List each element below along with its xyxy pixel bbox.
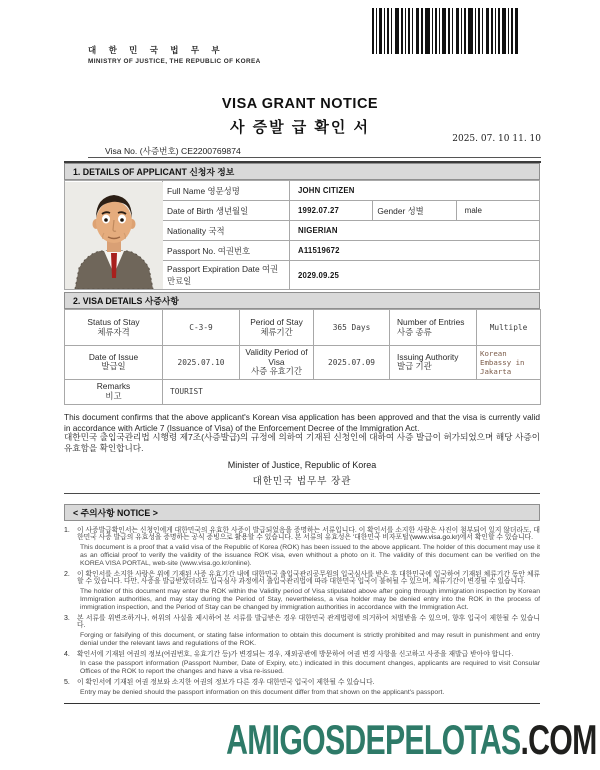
issuing-authority-label-en: Issuing Authority — [397, 351, 459, 362]
notice-item-1 — [64, 527, 540, 568]
passport-expiration-label: Passport Expiration Date 여권만료일 — [163, 261, 290, 290]
issuing-authority-value: Korean Embassy in Jakarta — [477, 346, 541, 380]
issuing-authority-label — [390, 346, 477, 380]
number-of-entries-label-en: Number of Entries — [397, 316, 465, 327]
applicant-photo-cell — [65, 181, 163, 290]
applicant-details-table — [64, 180, 540, 290]
notice-item-english: The holder of this document may enter the ROK within the Validity period of Visa stipulated above after going through immigration inspection by Korean Immigration authorities, and may stay during the Period of Stay, nevertheless, a visa holder may be denied entry into the ROK in the process of immigration inspection, and the Period of Stay can be changed by immigration authorities in accordance with the Immigration Act. — [80, 588, 540, 611]
period-of-stay-value: 365 Days — [314, 310, 390, 346]
notice-item-number: 1. — [64, 526, 70, 534]
period-of-stay-label-en: Period of Stay — [250, 316, 303, 327]
notice-section-heading: < 주의사항 NOTICE > — [64, 504, 540, 521]
remarks-label-en: Remarks — [96, 381, 131, 392]
date-of-birth-label: Date of Birth 생년월일 — [163, 201, 290, 221]
notice-item-4 — [64, 651, 540, 676]
confirmation-text-korean: 대한민국 출입국관리법 시행령 제7조(사증발급)의 규정에 의하여 기재된 신청인에 대하여 사증 발급이 허가되었으며 해당 사증이 유효함을 확인합니다. — [64, 432, 540, 454]
header-divider-thick — [64, 161, 541, 163]
gender-value: male — [456, 201, 539, 221]
notice-item-english: Entry may be denied should the passport information on this document differ from that shown on the applicant's passport. — [80, 688, 445, 696]
validity-period-label-ko: 사증 유효기간 — [251, 366, 302, 377]
visa-number-label: Visa No. (사증번호) — [105, 146, 179, 156]
nationality-value: NIGERIAN — [290, 221, 540, 241]
notice-item-english: This document is a proof that a valid visa of the Republic of Korea (ROK) has been issued to the above applicant. The holder of this document may use it as an official proof to verify the validity of the issuance ROK visa, even whithout a photo on it. The validity of this document can be verified on the KOREA VISA PORTAL, web-site (www.visa.go.kr/online). — [80, 544, 540, 567]
notice-item-english: In case the passport information (Passport Number, Date of Expiry, etc.) indicated in this document changes, applicants are required to visit Consular Offices of the ROK to report the changes and have a visa re-issued. — [80, 660, 540, 676]
passport-number-value: A11519672 — [290, 241, 540, 261]
period-of-stay-label — [240, 310, 314, 346]
status-of-stay-label — [65, 310, 163, 346]
issuing-authority-label-ko: 발급 기관 — [397, 361, 432, 372]
document-title-korean: 사 증발 급 확인 서 — [229, 119, 371, 136]
status-of-stay-value: C-3-9 — [163, 310, 240, 346]
ministry-name-korean: 대 한 민 국 법 무 부 — [88, 45, 225, 55]
status-of-stay-label-ko: 체류자격 — [97, 326, 130, 337]
validity-period-label-en: Validity Period of Visa — [245, 347, 308, 367]
visa-section-heading: 2. VISA DETAILS 사증사항 — [64, 292, 540, 309]
notice-item-number: 3. — [64, 614, 70, 622]
ministry-name-english: MINISTRY OF JUSTICE, THE REPUBLIC OF KOREA — [88, 58, 261, 65]
number-of-entries-value: Multiple — [477, 310, 541, 346]
notice-item-5 — [64, 679, 540, 697]
full-name-value: JOHN CITIZEN — [290, 181, 540, 201]
confirmation-text-english: This document confirms that the above applicant's Korean visa application has been approved and that the visa is currently valid in accordance with Article 7 (Issuance of Visa) of the Enforcement Decree of the Immigration Act. — [64, 411, 540, 433]
document-header — [0, 0, 600, 163]
table-row — [65, 310, 541, 346]
date-of-issue-value: 2025.07.10 — [163, 346, 240, 380]
table-row — [65, 379, 541, 404]
notice-bottom-divider — [64, 703, 540, 704]
barcode-icon — [372, 8, 518, 54]
date-of-birth-value: 1992.07.27 — [290, 201, 373, 221]
signer-korean: 대한민국 법무부 장관 — [252, 475, 352, 487]
gender-label: Gender 성별 — [373, 201, 456, 221]
period-of-stay-label-ko: 체류기간 — [260, 326, 293, 337]
signer-english: Minister of Justice, Republic of Korea — [227, 459, 377, 470]
status-of-stay-label-en: Status of Stay — [87, 316, 140, 327]
site-watermark — [227, 716, 597, 764]
watermark-brand: AMIGOSDEPELOTAS — [226, 716, 521, 763]
notice-item-korean: 이 확인서를 소지한 사람은 위에 기재된 사증 유효기간 내에 대한민국 출입국관리공무원의 입국심사를 받은 후 대한민국에 입국하여 기재된 체류기간 동안 체류할 수 있습니다. 다만, 사증을 발급받았더라도 입국심사 과정에서 출입국관리법에 따라 대한민국 입국이 불허될 수 있으며, 체류기간이 변경될 수 있습니다. — [77, 570, 540, 586]
number-of-entries-label — [390, 310, 477, 346]
notice-item-korean: 이 확인서에 기재된 여권 정보와 소지한 여권의 정보가 다른 경우 대한민국 입국이 제한될 수 있습니다. — [77, 679, 375, 687]
notice-item-korean: 확인서에 기재된 여권의 정보(여권번호, 유효기간 등)가 변경되는 경우, 재외공관에 방문하여 여권 변경 사항을 신고하고 사증을 재발급 받아야 합니다. — [77, 650, 514, 658]
number-of-entries-label-ko: 사증 종류 — [397, 326, 432, 337]
validity-period-label — [240, 346, 314, 380]
remarks-value: TOURIST — [163, 379, 541, 404]
passport-expiration-value: 2029.09.25 — [290, 261, 540, 290]
date-of-issue-label-ko: 발급일 — [101, 361, 126, 372]
notice-item-english: Forging or falsifying of this document, or stating false information to obtain this document is strictly prohibited and may result in punishment and entry denial under the relevant laws and regulations of the ROK. — [80, 632, 540, 647]
date-of-issue-label-en: Date of Issue — [88, 351, 139, 362]
validity-period-value: 2025.07.09 — [314, 346, 390, 380]
notice-item-2 — [64, 571, 540, 612]
table-row — [65, 346, 541, 380]
notice-item-korean: 이 사증발급확인서는 신청인에게 대한민국의 유효한 사증이 발급되었음을 증명하는 서류입니다. 이 확인서를 소지한 사람은 사진이 첨부되어 있지 않더라도, 대한민국 사증 발급의 유효성을 증명하는 공식 증빙으로 활용할 수 있습니다. 본 서류의 유효성은 '대한민국 비자포털'(www.visa.go.kr)에서 확인할 수 있습니다. — [77, 526, 540, 542]
confirmation-divider — [64, 493, 540, 494]
confirmation-block — [64, 412, 540, 494]
remarks-label — [65, 379, 163, 404]
notice-item-3 — [64, 615, 540, 648]
table-row — [65, 181, 540, 201]
issue-datetime: 2025. 07. 10 11. 10 — [452, 134, 541, 144]
date-of-issue-label — [65, 346, 163, 380]
notice-item-korean: 본 서류를 위변조하거나, 허위의 사실을 제시하여 본 서류를 발급받은 경우 대한민국 관계법령에 의거하여 처벌받을 수 있으며, 향후 입국이 제한될 수 있습니다. — [77, 614, 540, 630]
nationality-label: Nationality 국적 — [163, 221, 290, 241]
applicant-section-heading: 1. DETAILS OF APPLICANT 신청자 정보 — [64, 163, 540, 180]
passport-number-label: Passport No. 여권번호 — [163, 241, 290, 261]
visa-number-value: CE2200769874 — [181, 146, 241, 156]
header-divider-thin — [88, 157, 541, 158]
visa-details-table — [64, 309, 541, 405]
notice-list — [64, 527, 540, 704]
applicant-photo — [65, 182, 163, 289]
notice-item-number: 5. — [64, 679, 70, 687]
watermark-tld: .COM — [520, 716, 597, 763]
notice-item-number: 2. — [64, 570, 70, 578]
full-name-label: Full Name 영문성명 — [163, 181, 290, 201]
visa-number-line — [105, 145, 241, 157]
notice-item-number: 4. — [64, 650, 70, 658]
remarks-label-ko: 비고 — [105, 390, 122, 401]
document-title-english: VISA GRANT NOTICE — [221, 96, 379, 112]
